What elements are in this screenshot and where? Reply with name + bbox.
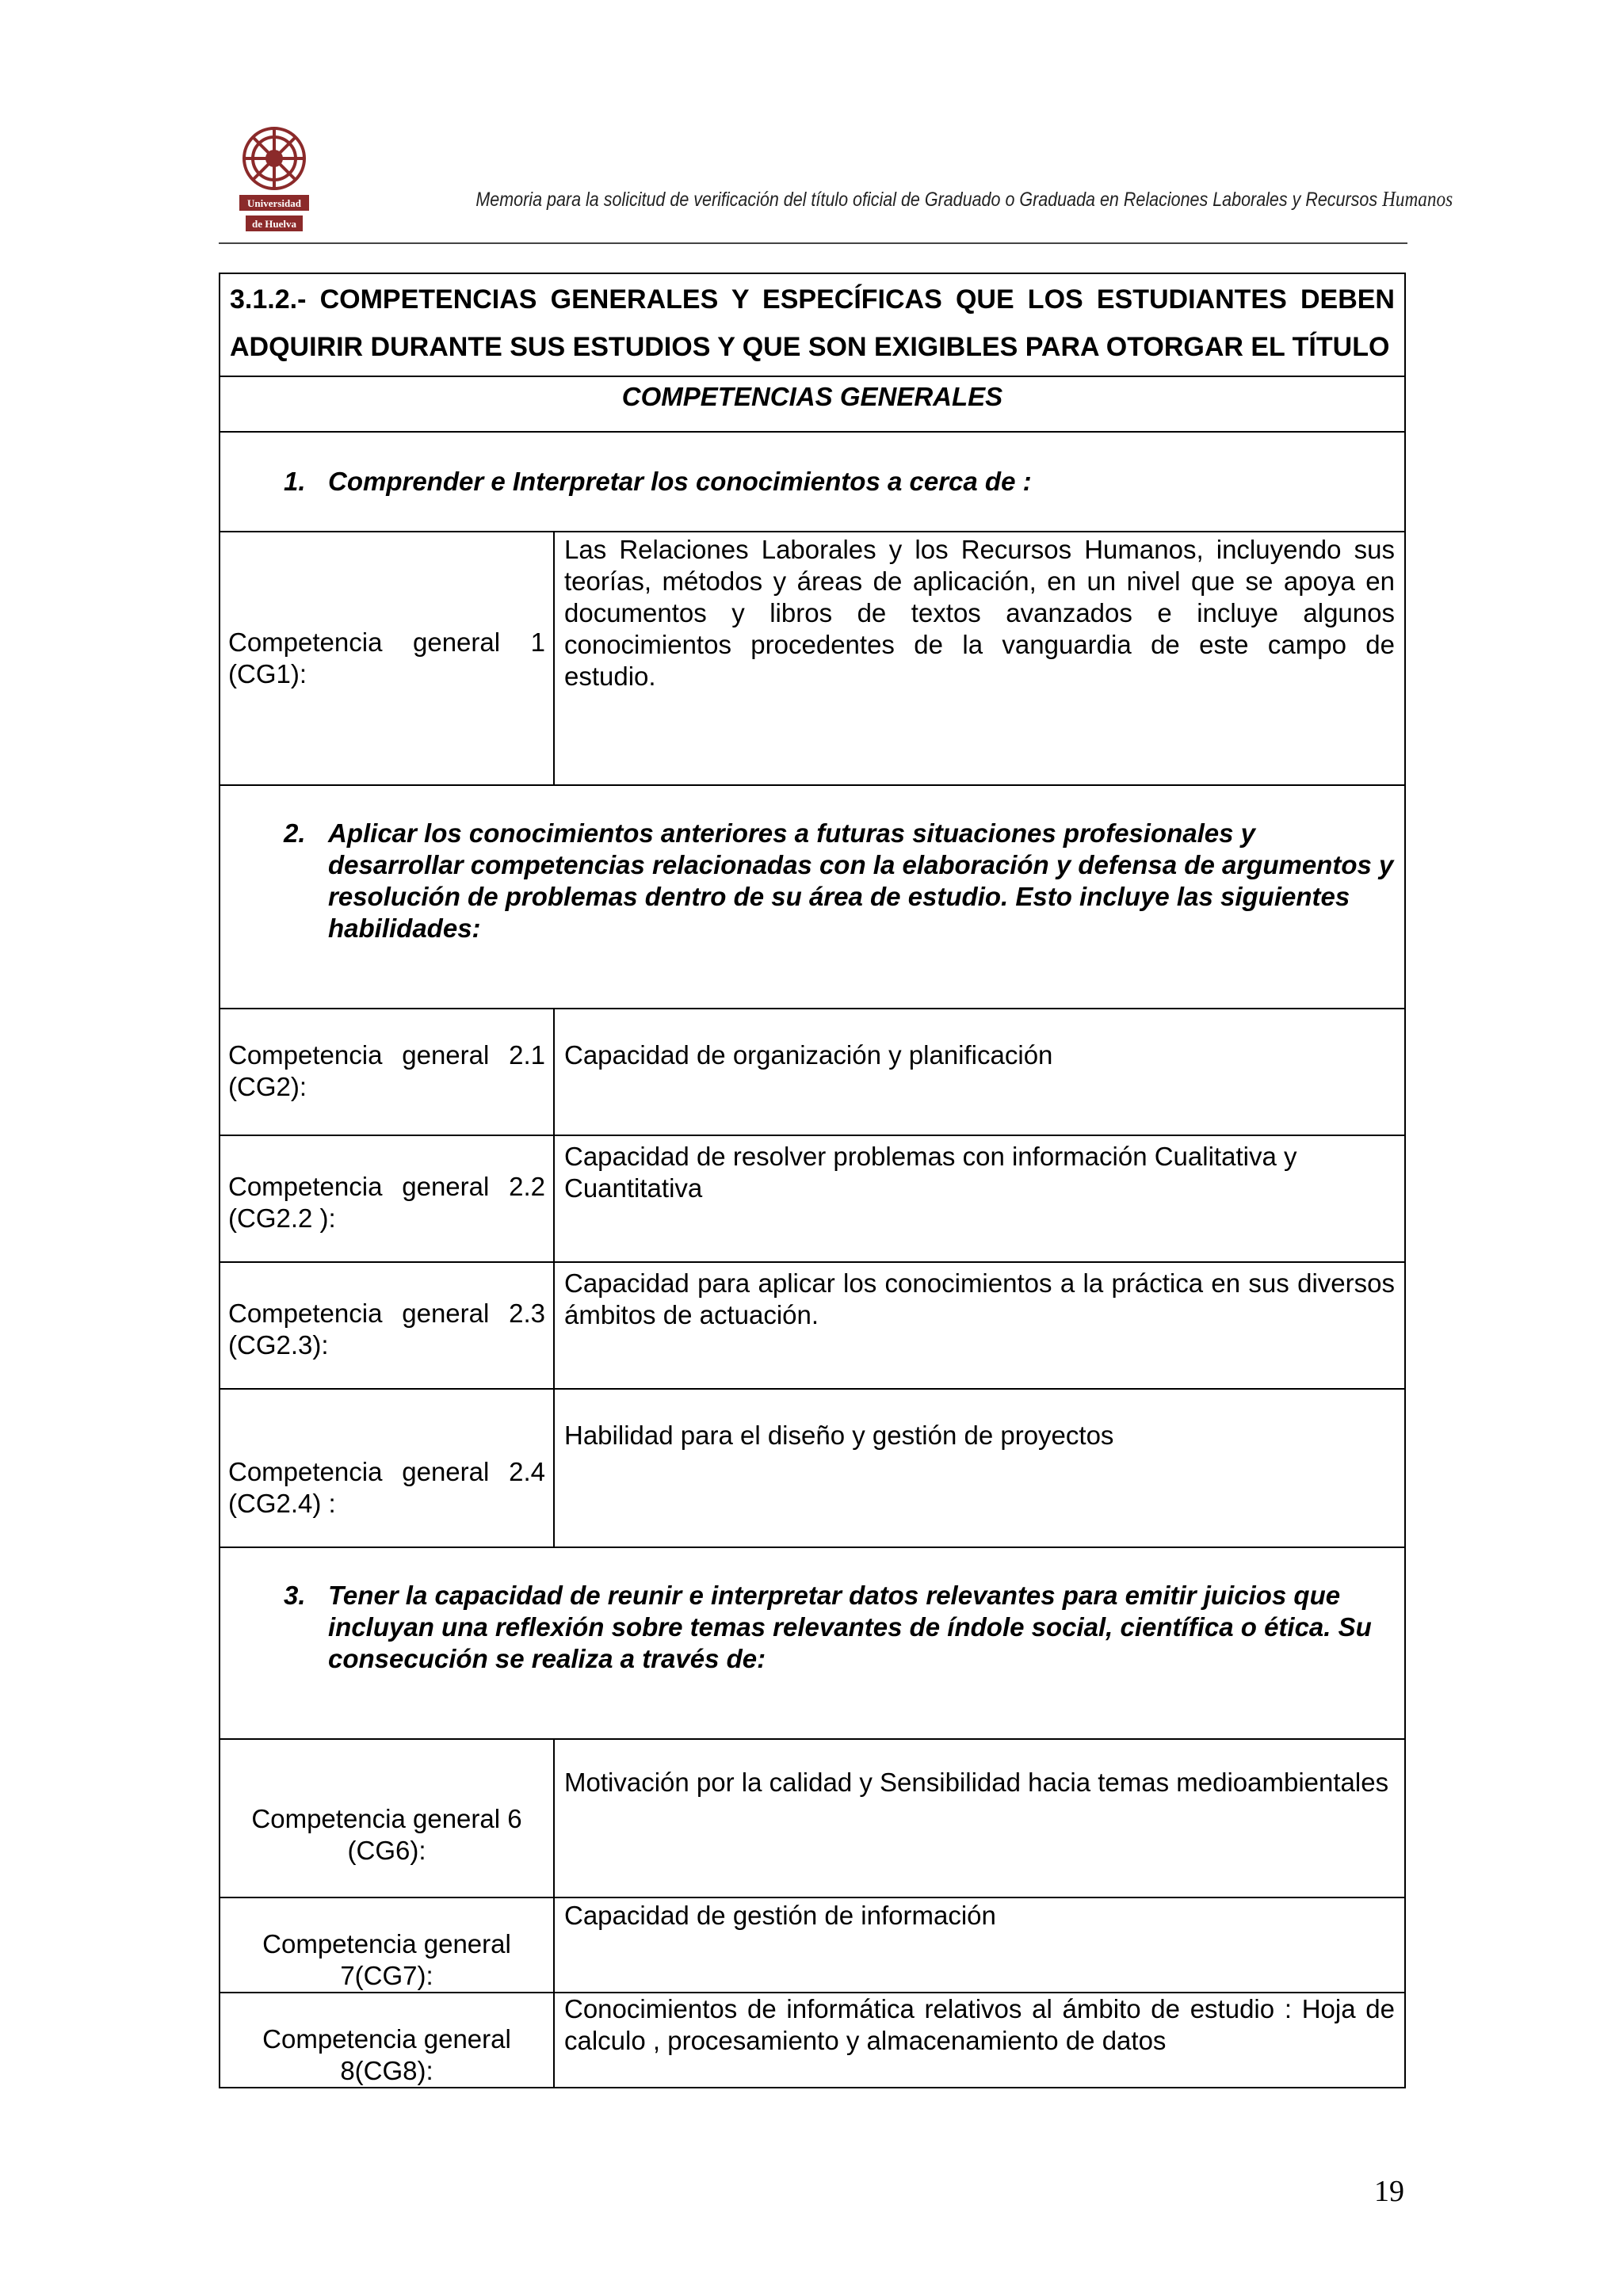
table-subtitle: COMPETENCIAS GENERALES [220,376,1405,432]
section-number: 1. [284,467,306,496]
competence-label: Competencia general 2.1 (CG2): [220,1009,554,1135]
section-number: 3. [284,1581,306,1610]
table-row [220,1897,1405,1993]
running-header-last-word: Humanos [1382,187,1453,211]
table-subtitle-row [220,376,1405,432]
competence-label: Competencia general 2.3 (CG2.3): [220,1262,554,1389]
competence-label: Competencia general 7(CG7): [220,1897,554,1993]
competence-description: Capacidad de organización y planificación [554,1009,1405,1135]
competence-description: Las Relaciones Laborales y los Recursos Humanos, incluyendo sus teorías, métodos y áreas de aplicación, en un nivel que se apoya en documentos y libros de textos avanzados e incluye algunos conocimientos procedentes de la vanguardia de este campo de estudio. [554,532,1405,785]
competence-label: Competencia general 6 (CG6): [220,1739,554,1897]
section-number: 2. [284,818,306,848]
running-header [475,187,1453,212]
table-row [220,1135,1405,1262]
competencias-table [219,273,1406,2088]
university-logo [235,124,314,235]
table-title-row [220,273,1405,376]
section-text: Aplicar los conocimientos anteriores a futuras situaciones profesionales y desarrollar competencias relacionadas con la elaboración y defensa de argumentos y resolución de problemas dentro de su área de estudio. Esto incluye las siguientes habilidades: [328,818,1394,943]
page-number: 19 [1374,2175,1404,2208]
table-row [220,532,1405,785]
competence-description: Capacidad para aplicar los conocimientos a la práctica en sus diversos ámbitos de actuación. [554,1262,1405,1389]
section-row [220,1547,1405,1739]
header-rule [219,242,1407,244]
section-cell [220,785,1405,1009]
running-header-text: Memoria para la solicitud de verificación del título oficial de Graduado o Graduada en Relaciones Laborales y Recursos [475,189,1378,211]
section-text: Tener la capacidad de reunir e interpretar datos relevantes para emitir juicios que incluyan una reflexión sobre temas relevantes de índole social, científica o ética. Su consecución se realiza a través de: [328,1581,1372,1673]
competence-description: Capacidad de resolver problemas con información Cualitativa y Cuantitativa [554,1135,1405,1262]
table-row [220,1389,1405,1547]
section-row [220,785,1405,1009]
logo-line-2: de Huelva [252,218,296,230]
section-text: Comprender e Interpretar los conocimientos a cerca de : [328,467,1032,496]
competence-label: Competencia general 2.2 (CG2.2 ): [220,1135,554,1262]
section-cell [220,1547,1405,1739]
table-row [220,1009,1405,1135]
competence-description: Conocimientos de informática relativos al ámbito de estudio : Hoja de calculo , procesamiento y almacenamiento de datos [554,1993,1405,2088]
competence-description: Motivación por la calidad y Sensibilidad hacia temas medioambientales [554,1739,1405,1897]
table-row [220,1262,1405,1389]
section-cell [220,432,1405,532]
logo-line-1: Universidad [247,197,301,209]
competence-label: Competencia general 8(CG8): [220,1993,554,2088]
competence-label: Competencia general 2.4 (CG2.4) : [220,1389,554,1547]
competence-label: Competencia general 1 (CG1): [220,532,554,785]
competence-description: Capacidad de gestión de información [554,1897,1405,1993]
table-row [220,1993,1405,2088]
competence-description: Habilidad para el diseño y gestión de proyectos [554,1389,1405,1547]
table-title: 3.1.2.- COMPETENCIAS GENERALES Y ESPECÍFICAS QUE LOS ESTUDIANTES DEBEN ADQUIRIR DURANTE SUS ESTUDIOS Y QUE SON EXIGIBLES PARA OTORGAR EL TÍTULO [220,273,1405,376]
section-row [220,432,1405,532]
table-row [220,1739,1405,1897]
